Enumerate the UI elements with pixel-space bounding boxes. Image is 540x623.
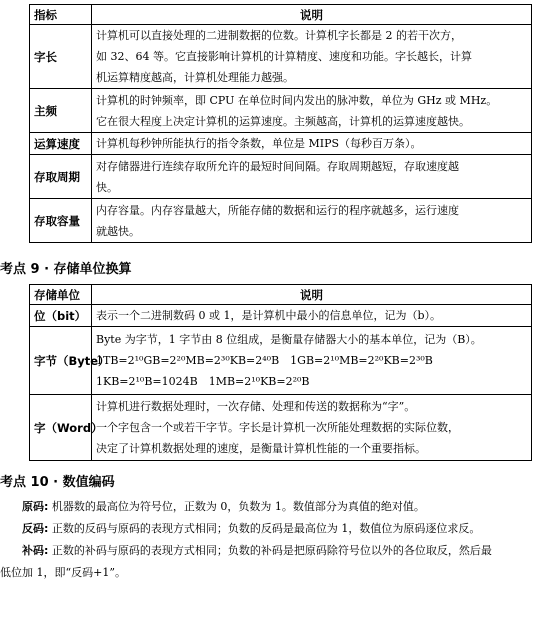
desc-line: 内存容量。内存容量越大，所能存储的数据和运行的程序就越多，运行速度 bbox=[96, 203, 459, 217]
desc-line: 机运算精度越高，计算机处理能力越强。 bbox=[96, 71, 294, 84]
row-key: 主频 bbox=[30, 89, 92, 133]
desc-line: 计算机可以直接处理的二进制数据的位数。计算机字长都是 2 的若干次方， bbox=[96, 29, 462, 42]
desc-line: 计算机进行数据处理时，一次存储、处理和传送的数据称为“字”。 bbox=[96, 400, 416, 413]
table-header-cell: 说明 bbox=[92, 5, 532, 25]
table-row bbox=[30, 25, 532, 89]
row-key: 存取周期 bbox=[30, 155, 92, 199]
row-key: 运算速度 bbox=[30, 133, 92, 155]
twos-complement-line bbox=[0, 540, 540, 562]
table-row bbox=[30, 327, 532, 395]
section-heading: 考点 10 · 数值编码 bbox=[0, 475, 115, 490]
desc-line: 快。 bbox=[96, 180, 118, 194]
desc-line: 一个字包含一个或若干字节。字长是计算机一次所能处理数据的实际位数， bbox=[96, 421, 459, 434]
table-header-cell: 指标 bbox=[30, 5, 92, 25]
row-desc bbox=[92, 327, 532, 395]
row-desc bbox=[92, 25, 532, 89]
row-desc bbox=[92, 155, 532, 199]
row-desc bbox=[92, 133, 532, 155]
table-header-cell: 存储单位 bbox=[30, 285, 92, 305]
indicator-table bbox=[29, 4, 532, 243]
desc-line: 计算机的时钟频率，即 CPU 在单位时间内发出的脉冲数，单位为 GHz 或 MHz。 bbox=[96, 93, 498, 107]
term-text: 正数的补码与原码的表现方式相同；负数的补码是把原码除符号位以外的各位取反，然后最 bbox=[48, 544, 492, 557]
table-header-row bbox=[30, 285, 532, 305]
term-label: 补码: bbox=[22, 544, 49, 557]
encoding-paragraphs bbox=[0, 496, 540, 584]
term-label: 原码: bbox=[22, 500, 49, 513]
desc-line: 1KB=2¹⁰B=1024B 1MB=2¹⁰KB=2²⁰B bbox=[96, 375, 310, 388]
term-text: 机器数的最高位为符号位，正数为 0，负数为 1。数值部分为真值的绝对值。 bbox=[48, 500, 425, 513]
row-key: 字长 bbox=[30, 25, 92, 89]
row-desc bbox=[92, 395, 532, 461]
row-desc bbox=[92, 199, 532, 243]
row-desc bbox=[92, 89, 532, 133]
desc-line: 决定了计算机数据处理的速度，是衡量计算机性能的一个重要指标。 bbox=[96, 442, 426, 455]
row-key: 字节（Byte） bbox=[30, 327, 92, 395]
row-key: 位（bit） bbox=[30, 305, 92, 327]
table-row bbox=[30, 305, 532, 327]
table-row bbox=[30, 155, 532, 199]
twos-complement-line-cont: 低位加 1，即“反码+1”。 bbox=[0, 566, 126, 579]
storage-unit-table bbox=[29, 284, 532, 461]
desc-line: 对存储器进行连续存取所允许的最短时间间隔。存取周期越短，存取速度越 bbox=[96, 159, 459, 173]
row-key: 字（Word） bbox=[30, 395, 92, 461]
desc-line: 1TB=2¹⁰GB=2²⁰MB=2³⁰KB=2⁴⁰B 1GB=2¹⁰MB=2²⁰KB=2³⁰B bbox=[96, 354, 433, 367]
table-row bbox=[30, 395, 532, 461]
table-header-row bbox=[30, 5, 532, 25]
table-row bbox=[30, 199, 532, 243]
original-code-line bbox=[0, 496, 540, 518]
desc-line: 计算机每秒钟所能执行的指令条数，单位是 MIPS（每秒百万条）。 bbox=[96, 137, 422, 150]
table-row bbox=[30, 89, 532, 133]
desc-line: 就越快。 bbox=[96, 224, 140, 238]
table-header-cell: 说明 bbox=[92, 285, 532, 305]
desc-line: 表示一个二进制数码 0 或 1，是计算机中最小的信息单位，记为（b）。 bbox=[96, 309, 442, 322]
desc-line: 如 32、64 等。它直接影响计算机的计算精度、速度和功能。字长越长，计算 bbox=[96, 50, 472, 63]
row-desc bbox=[92, 305, 532, 327]
desc-line: 它在很大程度上决定计算机的运算速度。主频越高，计算机的运算速度越快。 bbox=[96, 114, 470, 128]
ones-complement-line bbox=[0, 518, 540, 540]
section-heading: 考点 9 · 存储单位换算 bbox=[0, 262, 132, 277]
term-label: 反码: bbox=[22, 522, 49, 535]
table-row bbox=[30, 133, 532, 155]
term-text: 正数的反码与原码的表现方式相同；负数的反码是最高位为 1，数值位为原码逐位求反。 bbox=[48, 522, 481, 535]
desc-line: Byte 为字节，1 字节由 8 位组成，是衡量存储器大小的基本单位，记为（B）。 bbox=[96, 333, 482, 346]
row-key: 存取容量 bbox=[30, 199, 92, 243]
